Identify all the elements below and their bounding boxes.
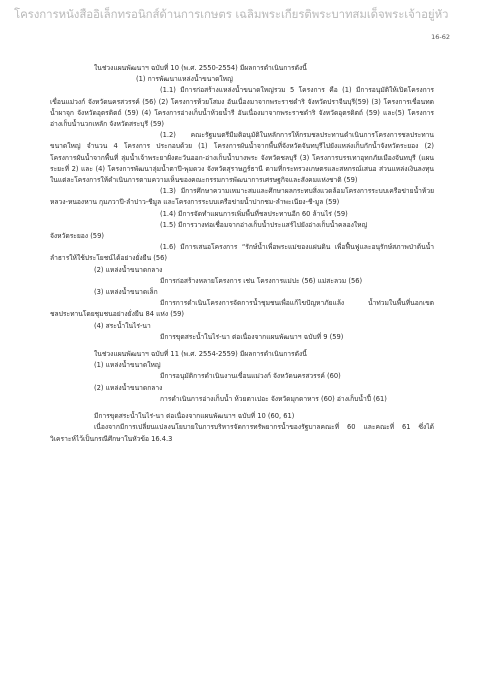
paragraph-policy-change: เนื่องจากมีการเปลี่ยนแปลงนโยบายในการบริหารจัดการทรัพยากรน้ำของรัฐบาลคณะที่ 60 และคณะที่ 61 ซึ่งได้วิเคราะห์ไว้เป็นกรณีศึกษาในหัวข้อ 16.4.3 bbox=[50, 423, 434, 443]
list-item-large-water-sources: (1) การพัฒนาแหล่งน้ำขนาดใหญ่ bbox=[136, 75, 233, 84]
paragraph-1-2: (1.2) คณะรัฐมนตรีมีมติอนุมัติในหลักการให้กรมชลประทานดำเนินการโครงการชลประทานขนาดใหญ่ จำนวน 4 โครงการ ประกอบด้วย (1) โครงการผันน้ำจากพื้นที่จังหวัดจันทบุรีไปยังแหล่งเก็บกักน้ำจังหวัดระยอง (2) โครงการผันน้ำจากพื้นที่ ลุ่มน้ำเจ้าพระยาฝั่งตะวันออก-อ่างเก็บน้ำบางพระ จังหวัดชลบุรี (3) โครงการบรรเทาอุทกภัยเมืองจันทบุรี (แผนระยะที่ 2) และ (4) โครงการพัฒนาลุ่มน้ำตาปี-พุมดวง จังหวัดสุราษฎร์ธานี ตามที่กระทรวงเกษตรและสหกรณ์เสนอ ส่วนแหล่งเงินลงทุนในแต่ละโครงการให้ดำเนินการตามความเห็นของคณะกรรมการพัฒนาการเศรษฐกิจและสังคมแห่งชาติ (59) bbox=[50, 131, 434, 185]
list-item-small-detail: มีการการดำเนินโครงการจัดการน้ำชุมชนเพื่อแก้ไขปัญหาภัยแล้ง น้ำท่วมในพื้นที่นอกเขตชลประทานโดยชุมชนอย่างยั่งยืน 84 แห่ง (59) bbox=[50, 299, 434, 319]
list-item-medium-detail-11: การดำเนินการอ่างเก็บน้ำ ห้วยตาเปอะ จังหวัดมุกดาหาร (60) อ่างเก็บน้ำปี้ (61) bbox=[160, 394, 387, 403]
section-heading-plan-10: ในช่วงแผนพัฒนาฯ ฉบับที่ 10 (พ.ศ. 2550-2554) มีผลการดำเนินการดังนี้ bbox=[94, 64, 307, 72]
section-heading-plan-11: ในช่วงแผนพัฒนาฯ ฉบับที่ 11 (พ.ศ. 2554-2559) มีผลการดำเนินการดังนี้ bbox=[94, 350, 307, 359]
paragraph-1-5-cont: จังหวัดระยอง (59) bbox=[50, 232, 104, 241]
list-item-medium-water-sources-11: (2) แหล่งน้ำขนาดกลาง bbox=[94, 383, 163, 392]
list-item-large-water-sources-11: (1) แหล่งน้ำขนาดใหญ่ bbox=[94, 361, 161, 370]
list-item-large-detail-11: มีการอนุมัติการดำเนินงานเขื่อนแม่วงก์ จังหวัดนครสวรรค์ (60) bbox=[160, 372, 341, 381]
page-header-title: โครงการหนังสืออิเล็กทรอนิกส์ด้านการเกษตร เฉลิมพระเกียรติพระบาทสมเด็จพระเจ้าอยู่หัว bbox=[14, 7, 449, 21]
list-item-medium-water-sources: (2) แหล่งน้ำขนาดกลาง bbox=[94, 265, 163, 274]
paragraph-1-4: (1.4) มีการจัดทำแผนการเพิ่มพื้นที่ชลประทานอีก 60 ล้านไร่ (59) bbox=[160, 209, 348, 218]
paragraph-1-1: (1.1) มีการก่อสร้างแหล่งน้ำขนาดใหญ่รวม 5 โครงการ คือ (1) มีการอนุมัติให้เปิดโครงการเขื่อนแม่วงก์ จังหวัดนครสวรรค์ (56) (2) โครงการห้วยโสมง อันเนื่องมาจากพระราชดำริ จังหวัดปราจีนบุรี(59) (3) โครงการเขื่อนทดน้ำผาจุก จังหวัดอุตรดิตถ์ (59) (4) โครงการอ่างเก็บน้ำห้วยน้ำรี อันเนื่องมาจากพระราชดำริ จังหวัดอุตรดิตถ์ (59) และ(5) โครงการอ่างเก็บน้ำนวกเหลัก จังหวัดสระบุรี (59) bbox=[50, 86, 434, 129]
paragraph-1-3: (1.3) มีการศึกษาความเหมาะสมและศึกษาผลกระทบสิ่งแวดล้อมโครงการระบบเครือข่ายน้ำห้วยหลวง-หนองหาน กุมภวาปี-ลำปาว-ชีมูล และโครงการระบบเครือข่ายน้ำปากชม-ลำพะเนียง-ชี-มูล (59) bbox=[50, 187, 434, 207]
paragraph-farm-ponds-11: มีการขุดสระน้ำในไร่-นา ต่อเนื่องจากแผนพัฒนาฯ ฉบับที่ 10 (60, 61) bbox=[94, 412, 295, 421]
paragraph-1-6: (1.6) มีการเสนอโครงการ “รักษ์น้ำเพื่อพระแม่ของแผ่นดิน เพื่อฟื้นฟูและอนุรักษ์สภาพป่าต้นน้ำลำธารให้ใช้ประโยชน์ได้อย่างยั่งยืน (56) bbox=[50, 243, 434, 263]
paragraph-1-5: (1.5) มีการวางท่อเชื่อมจากอ่างเก็บน้ำประแสร์ไปยังอ่างเก็บน้ำคลองใหญ่ bbox=[160, 220, 368, 229]
list-item-farm-ponds-detail: มีการขุดสระน้ำในไร่-นา ต่อเนื่องจากแผนพัฒนาฯ ฉบับที่ 9 (59) bbox=[160, 332, 344, 341]
list-item-farm-ponds: (4) สระน้ำในไร่-นา bbox=[94, 321, 151, 330]
document-body bbox=[50, 63, 434, 445]
list-item-medium-detail: มีการก่อสร้างหลายโครงการ เช่น โครงการแม่ปะ (56) แม่สะลวม (56) bbox=[160, 276, 363, 285]
list-item-small-water-sources: (3) แหล่งน้ำขนาดเล็ก bbox=[94, 288, 158, 297]
page-number: 16-62 bbox=[431, 33, 450, 41]
